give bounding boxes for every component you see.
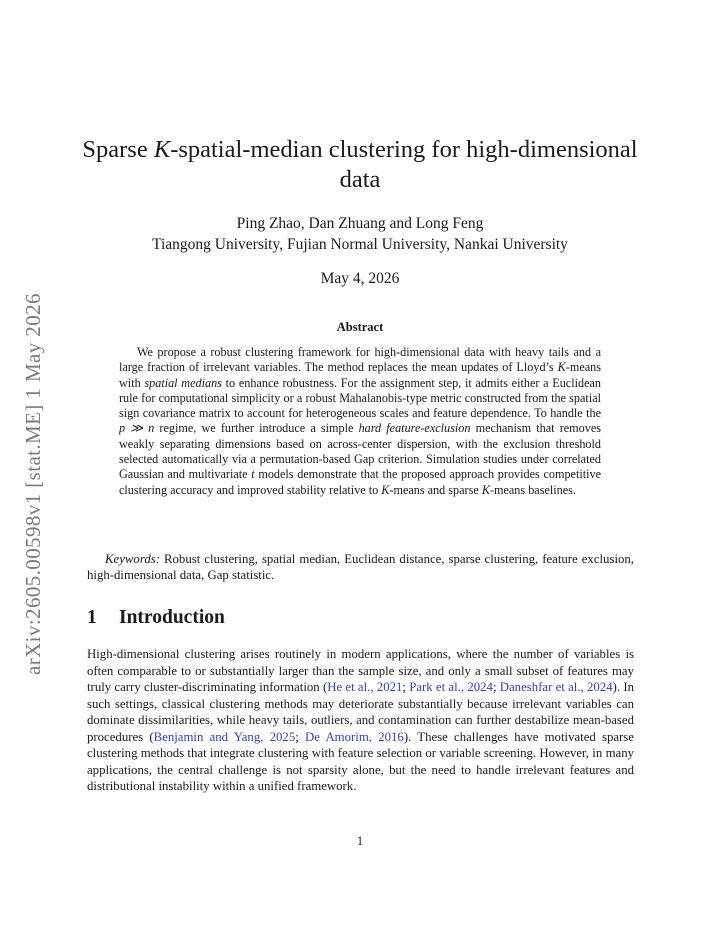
date: May 4, 2026 xyxy=(320,270,400,287)
section-heading xyxy=(87,607,225,629)
authors: Ping Zhao, Dan Zhuang and Long Feng xyxy=(236,215,484,232)
section-title: Introduction xyxy=(119,607,225,628)
citation-link[interactable]: Park et al., 2024 xyxy=(409,680,493,694)
keywords: Keywords: Robust clustering, spatial median, Euclidean distance, sparse clustering, feature exclusion, high-dimensional data, Gap statistic. xyxy=(87,552,634,583)
citation-link[interactable]: De Amorim, 2016 xyxy=(305,729,404,744)
citation-link[interactable]: Benjamin and Yang, 2025 xyxy=(153,729,296,744)
abstract-heading: Abstract xyxy=(336,320,384,334)
keywords-label: Keywords: xyxy=(105,552,160,566)
page-number: 1 xyxy=(356,834,364,848)
intro-paragraph: High-dimensional clustering arises routinely in modern applications, where the number of variables is often comparable to or substantially larger than the sample size, and only a small subset of features may truly carry cluster-discriminating information (He et al., 2021; Park et al., 2024; Daneshfar et al., 2024). In such settings, classical clustering methods may deteriorate substantially because irrelevant variables can dominate dissimilarities, while heavy tails, outliers, and contamination can further destabilize mean-based procedures (Benjamin and Yang, 2025; De Amorim, 2016). These challenges have motivated sparse clustering methods that integrate clustering with feature selection or variable screening. However, in many applications, the central challenge is not sparsity alone, but the need to handle irrelevant features and distributional instability within a unified framework. xyxy=(87,647,634,793)
abstract-body: We propose a robust clustering framework for high-dimensional data with heavy tails and a large fraction of irrelevant variables. The method replaces the mean updates of Lloyd’s K-means with spatial medians to enhance robustness. For the assignment step, it admits either a Euclidean rule for computational simplicity or a robust Mahalanobis-type metric constructed from the spatial sign covariance matrix to account for heterogeneous scales and feature dependence. To handle the p ≫ n regime, we further introduce a simple hard feature-exclusion mechanism that removes weakly separating dimensions based on across-center dispersion, with the exclusion threshold selected automatically via a permutation-based Gap criterion. Simulation studies under correlated Gaussian and multivariate t models demonstrate that the proposed approach provides competitive clustering accuracy and improved stability relative to K-means and sparse K-means baselines. xyxy=(119,345,601,497)
arxiv-side-identifier: arXiv:2605.00598v1 [stat.ME] 1 May 2026 xyxy=(21,293,45,675)
affiliations: Tiangong University, Fujian Normal University, Nankai University xyxy=(152,236,568,253)
citation-link[interactable]: He et al., 2021 xyxy=(327,680,403,694)
section-number: 1 xyxy=(87,607,97,628)
citation-link[interactable]: Daneshfar et al., 2024 xyxy=(499,680,613,694)
paper-title: Sparse K-spatial-median clustering for high-dimensional data xyxy=(82,136,638,193)
